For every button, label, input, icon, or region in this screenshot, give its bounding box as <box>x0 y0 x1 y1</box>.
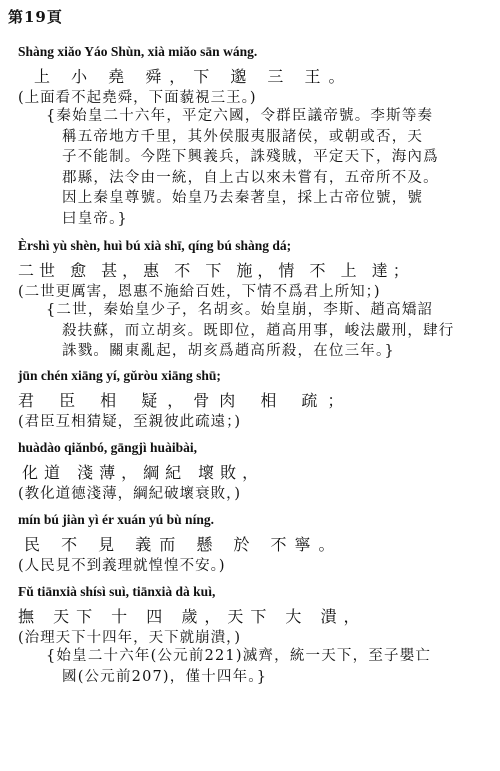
verse-line: 化道 淺薄，綱紀 壞敗， <box>22 463 265 482</box>
gloss-line: (治理天下十四年，天下就崩潰，) <box>18 630 242 646</box>
verse-line: 君 臣 相 疑，骨肉 相 疏； <box>18 391 354 410</box>
pinyin-line: Fǔ tiānxià shísì suì, tiānxià dà kuì, <box>18 584 216 599</box>
verse-line: 上 小 堯 舜，下 邈 三 王。 <box>34 67 353 86</box>
historical-note <box>46 646 476 687</box>
note-line: 曰皇帝。} <box>62 210 128 227</box>
gloss-line: (君臣互相猜疑，至親彼此疏遠；) <box>18 414 242 430</box>
pinyin-line: huàdào qiǎnbó, gāngjì huàibài, <box>18 440 197 455</box>
pinyin-line: Èrshì yù shèn, huì bú xià shī, qíng bú shàng dá; <box>18 238 292 253</box>
note-line: {秦始皇二十六年，平定六國，令群臣議帝號。李斯等奏 <box>46 108 434 124</box>
gloss-line: (人民見不到義理就惶惶不安。) <box>18 558 226 574</box>
gloss-line: (二世更厲害，恩惠不施給百姓，下情不爲君上所知；) <box>18 284 381 300</box>
note-line: 稱五帝地方千里，其外侯服夷服諸侯，或朝或否，天 <box>62 128 424 145</box>
page-number: 第19頁 <box>8 8 63 26</box>
note-line: 郡縣，法令由一統，自上古以來未嘗有，五帝所不及。 <box>62 169 439 186</box>
pinyin-line: Shàng xiǎo Yáo Shùn, xià miǎo sān wáng. <box>18 44 258 59</box>
historical-note <box>46 300 476 362</box>
verse-line: 民 不 見 義而 懸 於 不寧。 <box>24 535 343 554</box>
verse-line: 撫 天下 十 四 歲，天下 大 潰， <box>18 607 367 626</box>
gloss-line: (上面看不起堯舜，下面藐視三王。) <box>18 90 257 106</box>
note-line: 因上秦皇尊號。始皇乃去秦著皇，採上古帝位號，號 <box>62 190 424 206</box>
note-line: 殺扶蘇，而立胡亥。既即位，趙高用事，峻法嚴刑，肆行 <box>62 322 455 339</box>
note-line: 子不能制。今陛下興義兵，誅殘賊，平定天下，海內爲 <box>62 149 439 165</box>
verse-line: 二世 愈 甚，惠 不 下 施，情 不 上 達； <box>18 261 414 280</box>
pinyin-line: jūn chén xiāng yí, gǔròu xiāng shū; <box>18 368 221 383</box>
note-line: {始皇二十六年(公元前221)滅齊，統一天下，至子嬰亡 <box>46 648 432 664</box>
note-line: {二世，秦始皇少子，名胡亥。始皇崩，李斯、趙高矯詔 <box>46 302 434 318</box>
note-line: 誅戮。關東亂起，胡亥爲趙高所殺，在位三年。} <box>62 343 395 359</box>
pinyin-line: mín bú jiàn yì ér xuán yú bù níng. <box>18 512 214 527</box>
gloss-line: (教化道德淺薄，綱紀破壞衰敗，) <box>18 486 242 502</box>
historical-note <box>46 106 476 229</box>
note-line: 國(公元前207)，僅十四年。} <box>62 668 268 685</box>
